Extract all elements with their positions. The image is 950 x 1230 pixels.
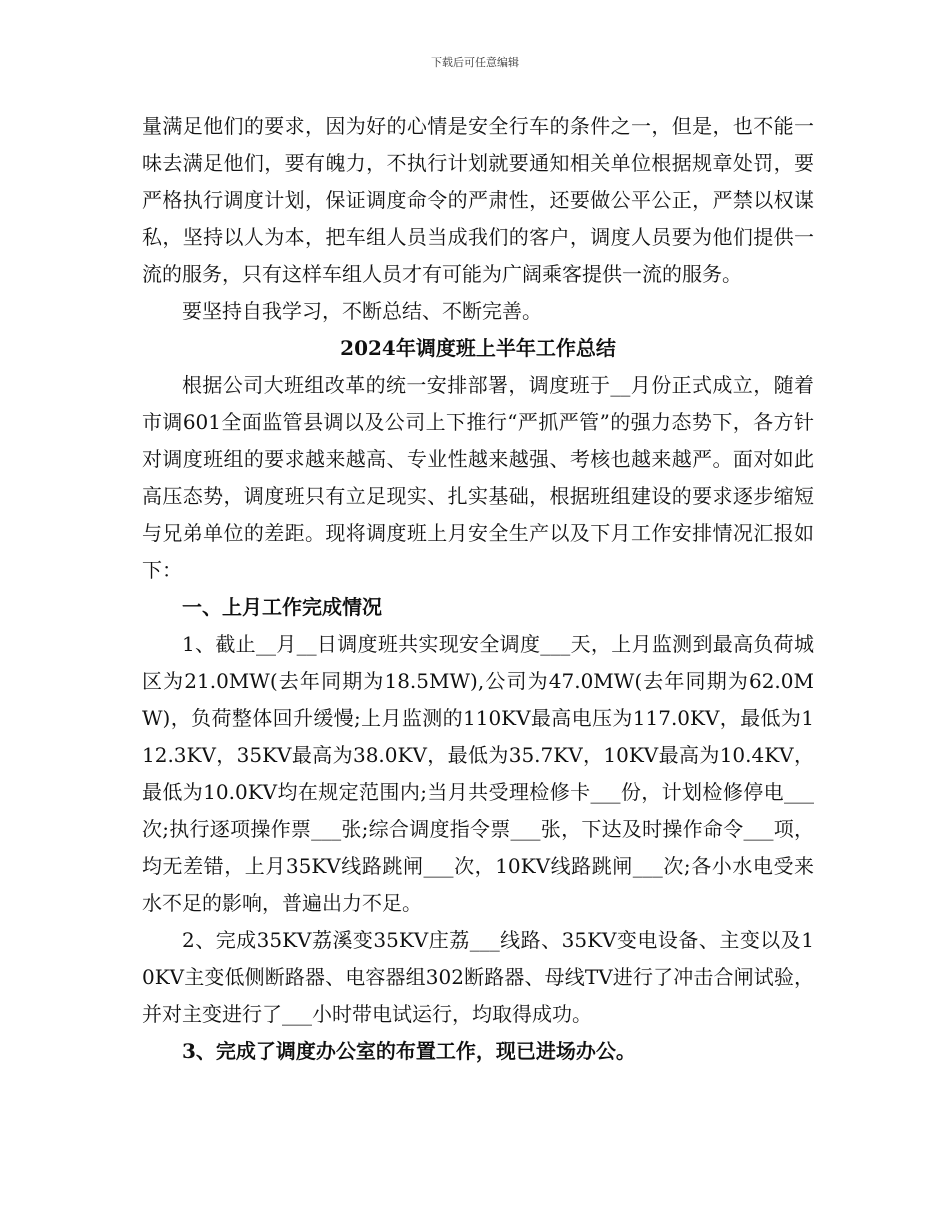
list-item-2: 2、完成35KV荔溪变35KV庄荔___线路、35KV变电设备、主变以及10KV主变低侧断路器、电容器组302断路器、母线TV进行了冲击合闸试验，并对主变进行了___小时带电试运行，均取得成功。 [142,928,814,1026]
list-item-1: 1、截止__月__日调度班共实现安全调度___天，上月监测到最高负荷城区为21.0MW(去年同期为18.5MW),公司为47.0MW(去年同期为62.0MW)，负荷整体回升缓慢;上月监测的110KV最高电压为117.0KV，最低为112.3KV，35KV最高为38.0KV，最低为35.7KV，10KV最高为10.4KV，最低为10.0KV均在规定范围内;当月共受理检修卡___份，计划检修停电___次;执行逐项操作票___张;综合调度指令票___张，下达及时操作命令___项，均无差错，上月35KV线路跳闸___次，10KV线路跳闸___次;各小水电受来水不足的影响，普遍出力不足。 [142,632,814,915]
section-heading-1: 一、上月工作完成情况 [182,595,382,619]
paragraph-intro: 根据公司大班组改革的统一安排部署，调度班于__月份正式成立，随着市调601全面监管县调以及公司上下推行“严抓严管”的强力态势下，各方针对调度班组的要求越来越高、专业性越来越强、考核也越来越严。面对如此高压态势，调度班只有立足现实、扎实基础，根据班组建设的要求逐步缩短与兄弟单位的差距。现将调度班上月安全生产以及下月工作安排情况汇报如下： [142,373,814,582]
paragraph-continuation: 量满足他们的要求，因为好的心情是安全行车的条件之一，但是，也不能一味去满足他们，要有魄力，不执行计划就要通知相关单位根据规章处罚，要严格执行调度计划，保证调度命令的严肃性，还要做公平公正，严禁以权谋私，坚持以人为本，把车组人员当成我们的客户，调度人员要为他们提供一流的服务，只有这样车组人员才有可能为广阔乘客提供一流的服务。 [142,114,814,286]
document-body [142,108,814,1070]
list-item-3: 3、完成了调度办公室的布置工作，现已进场办公。 [182,1039,636,1063]
paragraph-self-study: 要坚持自我学习，不断总结、不断完善。 [182,299,542,323]
header-note: 下载后可任意编辑 [431,56,519,69]
document-title: 2024年调度班上半年工作总结 [340,336,616,360]
